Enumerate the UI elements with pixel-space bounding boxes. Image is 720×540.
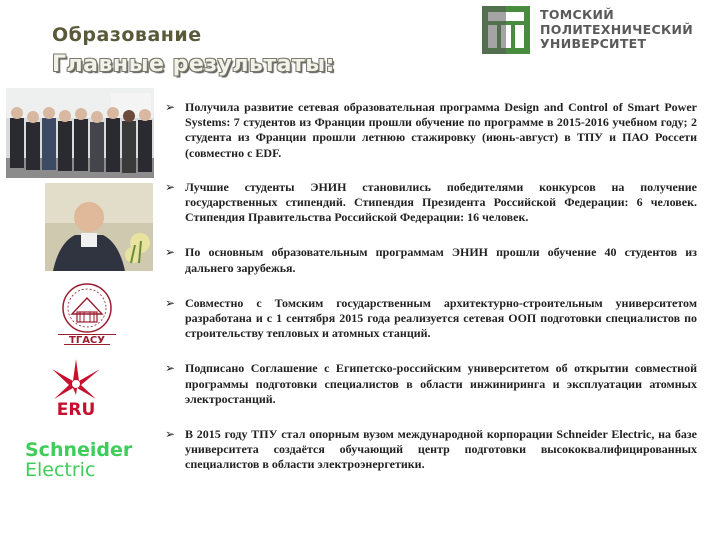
list-item: ➢ В 2015 году ТПУ стал опорным вузом международной корпорации Schneider Electric, на базе университета создаётся обучающий центр подготовки высококвалифицированных специалистов в области электроэнергетики. (165, 427, 697, 472)
tpu-name-line: УНИВЕРСИТЕТ (540, 36, 647, 51)
arrow-bullet-icon: ➢ (165, 100, 176, 114)
schneider-wordmark: Schneider (25, 439, 133, 461)
arrow-bullet-icon: ➢ (165, 427, 176, 442)
list-item: ➢ По основным образовательным программам ЭНИН прошли обучение 40 студентов из дальнего зарубежья. (165, 245, 697, 275)
list-item: ➢ Лучшие студенты ЭНИН становились победителями конкурсов на получение государственных стипендий. Стипендия Президента Российской Федерации: 6 человек. Стипендия Правительства Российской Федерации: 16 человек. (165, 179, 697, 225)
tpu-emblem-icon (482, 6, 530, 54)
tpu-logo (482, 6, 712, 54)
list-item: ➢ Подписано Соглашение с Египетско-российским университетом об открытии совместной программы подготовки специалистов в области инжиниринга и эксплуатации атомных электростанций. (165, 361, 697, 406)
section-title: Образование (52, 24, 202, 46)
results-list (165, 100, 697, 473)
tpu-name-line: ТОМСКИЙ (540, 7, 615, 22)
tpu-name (540, 8, 693, 52)
page-title: Главные результаты: (52, 52, 335, 77)
arrow-bullet-icon: ➢ (165, 179, 176, 194)
electric-wordmark: Electric (25, 459, 96, 480)
eru-wordmark: ERU (56, 400, 96, 417)
arrow-bullet-icon: ➢ (165, 295, 176, 310)
list-item: ➢ Совместно с Томским государственным архитектурно-строительным университетом разработана и с 1 сентября 2015 года реализуется сетевая ООП подготовки специалистов по строительству тепловых и атомных станций. (165, 295, 697, 341)
tgasu-wordmark: ТГАСУ (69, 335, 105, 346)
arrow-bullet-icon: ➢ (165, 361, 176, 376)
eru-logo (48, 355, 104, 417)
student-award-photo (45, 183, 153, 271)
arrow-bullet-icon: ➢ (165, 245, 176, 260)
tpu-name-line: ПОЛИТЕХНИЧЕСКИЙ (540, 21, 694, 37)
students-group-photo (6, 88, 154, 178)
list-item: ➢ Получила развитие сетевая образовательная программа Design and Control of Smart Power Systems: 7 студентов из Франции прошли обучение по программе в 2015-2016 учебном году; 2 студента из Франции прошли летнюю стажировку (июнь-август) в ТПУ и ПАО Россети (совместно с EDF. (165, 100, 697, 160)
tgasu-logo (50, 282, 124, 348)
schneider-electric-logo (22, 436, 140, 480)
